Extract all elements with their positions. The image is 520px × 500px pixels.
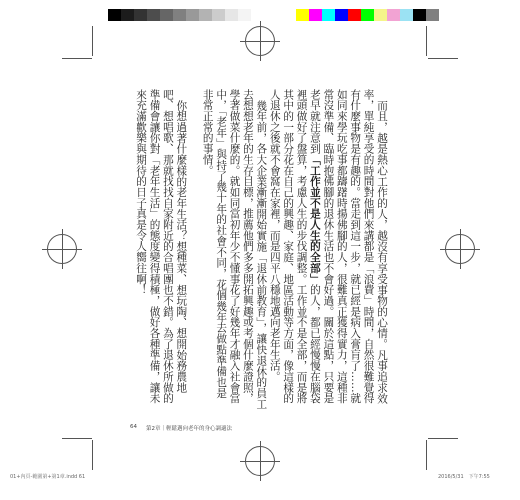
gray-swatch: [121, 9, 134, 21]
vertical-body-text: [131, 89, 388, 409]
grayscale-color-bar: [108, 9, 251, 21]
paragraph-1-text-a: 而且，越是熱心工作的人，越沒有享受事物的心情。凡事追求效率，單純享受的時間對他們來講都是「浪費」時間，自然很難覺得有什麼事物是有趣的。當走到這一步，就已經是病入膏肓了……就如同來學玩吃事都躊躇時揚佛腳的人，很難真正獲得實力，這種非常沒準備、臨時抱佛腳的退休生活也不會好過。關於這點，只要是老早就注意到: [308, 89, 388, 404]
gray-swatch: [199, 9, 212, 21]
gray-swatch: [238, 9, 251, 21]
crop-mark: [426, 26, 427, 56]
gray-swatch: [225, 9, 238, 21]
color-swatch: [348, 9, 361, 21]
color-swatch: [361, 9, 374, 21]
registration-mark-top: [245, 26, 275, 56]
gray-swatch: [147, 9, 160, 21]
crop-mark: [62, 438, 92, 439]
gray-swatch: [173, 9, 186, 21]
registration-mark-left: [47, 234, 77, 264]
gray-swatch: [186, 9, 199, 21]
paragraph-1-text-b: 的人，都已經慢慢在腦袋裡頭做好了盤算，考慮人生的步伐調整。工作並不是全部，而是將其中的一部分花在自己的興趣、家庭、地區活動等方面，像這樣的人退休之後就不會窩在家裡，而是四平八穩地邁向老年生活。: [268, 89, 321, 404]
gray-swatch: [108, 9, 121, 21]
running-head: 第2章｜輕鬆邁向老年的身心調適法: [146, 426, 233, 432]
crop-mark: [92, 440, 93, 470]
crop-mark: [62, 58, 92, 59]
color-swatch: [400, 9, 413, 21]
cmyk-color-bar: [296, 9, 439, 21]
gray-swatch: [160, 9, 173, 21]
color-swatch: [374, 9, 387, 21]
paragraph-2: 幾年前，各大企業漸漸開始實施「退休前教育」，讓快退休的員工去想想老年的生存目標，推薦他們多多開拓興趣或考個什麼證照，學著做菜什麼的。就如同當初年少不懂事花了好幾年才融入社會當中，「老年」與持了幾十年的社會不同，花個幾年去做點準備也是非常正常的事情。: [201, 89, 268, 409]
color-swatch: [296, 9, 309, 21]
page-number: 64: [130, 424, 137, 430]
file-info: 01+內頁-範圍第+第1章.indd 61: [10, 474, 86, 480]
paragraph-3: 你想過著什麼樣的老年生活？想種菜、想玩陶、想開始務農地吧、想唱歌、那就找找自家附近的合唱團也不錯。為了退休所做的準備會讓你對「老年生活」的態度變得積極，做好各種準備，讓未來充滿歡樂與期待的日子真是令人嚮往啊！: [135, 89, 188, 404]
gray-swatch: [134, 9, 147, 21]
color-swatch: [426, 9, 439, 21]
crop-mark: [428, 438, 458, 439]
color-swatch: [322, 9, 335, 21]
gray-swatch: [212, 9, 225, 21]
highlighted-phrase: 「工作並不是人生的全部」: [308, 154, 321, 285]
color-swatch: [335, 9, 348, 21]
crop-mark: [92, 26, 93, 56]
color-swatch: [309, 9, 322, 21]
color-swatch: [413, 9, 426, 21]
registration-mark-right: [445, 234, 475, 264]
registration-mark-bottom: [245, 446, 275, 476]
paragraph-1: [267, 89, 388, 409]
crop-mark: [428, 58, 458, 59]
color-swatch: [387, 9, 400, 21]
print-date: 2016/5/31 下午7:55: [438, 474, 490, 480]
crop-mark: [426, 440, 427, 470]
